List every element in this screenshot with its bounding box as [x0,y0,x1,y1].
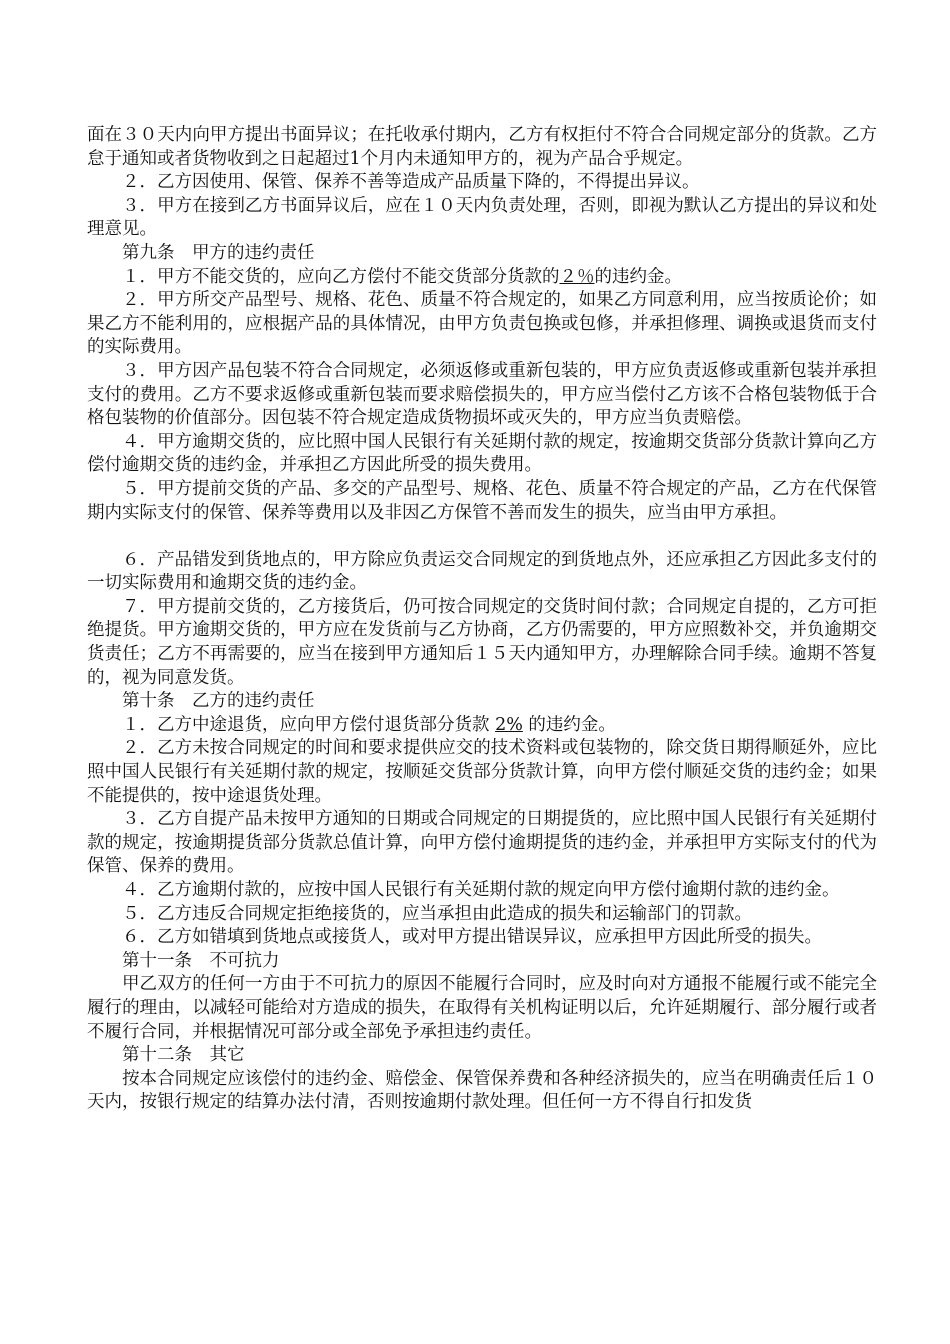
paragraph [87,714,877,738]
text: 的违约金。 [594,266,682,287]
text: １．乙方中途退货，应向甲方偿付退货部分货款 [122,714,496,735]
paragraph: ４．甲方逾期交货的，应比照中国人民银行有关延期付款的规定，按逾期交货部分货款计算向乙方偿付逾期交货的违约金，并承担乙方因此所受的损失费用。 [87,431,877,476]
penalty-rate: 2% [495,714,523,735]
paragraph [87,266,877,290]
paragraph: 面在３０天内向甲方提出书面异议；在托收承付期内，乙方有权拒付不符合合同规定部分的货款。乙方怠于通知或者货物收到之日起超过1个月内未通知甲方的，视为产品合乎规定。 [87,125,877,169]
paragraph: ５．乙方违反合同规定拒绝接货的，应当承担由此造成的损失和运输部门的罚款。 [122,903,752,924]
paragraph: 按本合同规定应该偿付的违约金、赔偿金、保管保养费和各种经济损失的，应当在明确责任后１０天内，按银行规定的结算办法付清，否则按逾期付款处理。但任何一方不得自行扣发货 [87,1068,877,1113]
article-heading: 第十二条 其它 [122,1045,245,1066]
paragraph: 甲乙双方的任何一方由于不可抗力的原因不能履行合同时，应及时向对方通报不能履行或不能完全履行的理由，以减轻可能给对方造成的损失，在取得有关机构证明以后，允许延期履行、部分履行或者不履行合同，并根据情况可部分或全部免予承担违约责任。 [87,974,877,1042]
paragraph: ５．甲方提前交货的产品、多交的产品型号、规格、花色、质量不符合规定的产品，乙方在代保管期内实际支付的保管、保养等费用以及非因乙方保管不善而发生的损失，应当由甲方承担。 [87,478,877,523]
text: １．甲方不能交货的，应向乙方偿付不能交货部分货款的 [122,266,560,287]
paragraph: ６．乙方如错填到货地点或接货人，或对甲方提出错误异议，应承担甲方因此所受的损失。 [122,927,822,948]
paragraph: ３．甲方因产品包装不符合合同规定，必须返修或重新包装的，甲方应负责返修或重新包装并承担支付的费用。乙方不要求返修或重新包装而要求赔偿损失的，甲方应当偿付乙方该不合格包装物低于合格包装物的价值部分。因包装不符合规定造成货物损坏或灭失的，甲方应当负责赔偿。 [87,360,877,429]
article-heading: 第九条 甲方的违约责任 [122,242,315,263]
paragraph: ２．乙方未按合同规定的时间和要求提供应交的技术资料或包装物的，除交货日期得顺延外，应比照中国人民银行有关延期付款的规定，按顺延交货部分货款计算，向甲方偿付顺延交货的违约金；如果不能提供的，按中途退货处理。 [87,738,877,806]
penalty-rate: ２％ [559,266,595,287]
paragraph: ２．乙方因使用、保管、保养不善等造成产品质量下降的，不得提出异议。 [122,172,700,193]
text: 的违约金。 [522,714,616,735]
paragraph: ４．乙方逾期付款的，应按中国人民银行有关延期付款的规定向甲方偿付逾期付款的违约金。 [122,880,840,900]
paragraph: ２．甲方所交产品型号、规格、花色、质量不符合规定的，如果乙方同意利用，应当按质论价；如果乙方不能利用的，应根据产品的具体情况，由甲方负责包换或包修，并承担修理、调换或退货而支付的实际费用。 [87,290,877,358]
article-heading: 第十一条 不可抗力 [122,950,280,971]
paragraph: ６．产品错发到货地点的，甲方除应负责运交合同规定的到货地点外，还应承担乙方因此多支付的一切实际费用和逾期交货的违约金。 [87,549,877,594]
paragraph: ３．甲方在接到乙方书面异议后，应在１０天内负责处理，否则，即视为默认乙方提出的异议和处理意见。 [87,195,877,240]
paragraph: ３．乙方自提产品未按甲方通知的日期或合同规定的日期提货的，应比照中国人民银行有关延期付款的规定，按逾期提货部分货款总值计算，向甲方偿付逾期提货的违约金，并承担甲方实际支付的代为保管、保养的费用。 [87,809,877,877]
article-heading: 第十条 乙方的违约责任 [122,691,315,712]
paragraph: ７．甲方提前交货的，乙方接货后，仍可按合同规定的交货时间付款；合同规定自提的，乙方可拒绝提货。甲方逾期交货的，甲方应在发货前与乙方协商，乙方仍需要的，甲方应照数补交，并负逾期交货责任；乙方不再需要的，应当在接到甲方通知后１５天内通知甲方，办理解除合同手续。逾期不答复的，视为同意发货。 [87,596,877,688]
document-page [87,124,877,1115]
